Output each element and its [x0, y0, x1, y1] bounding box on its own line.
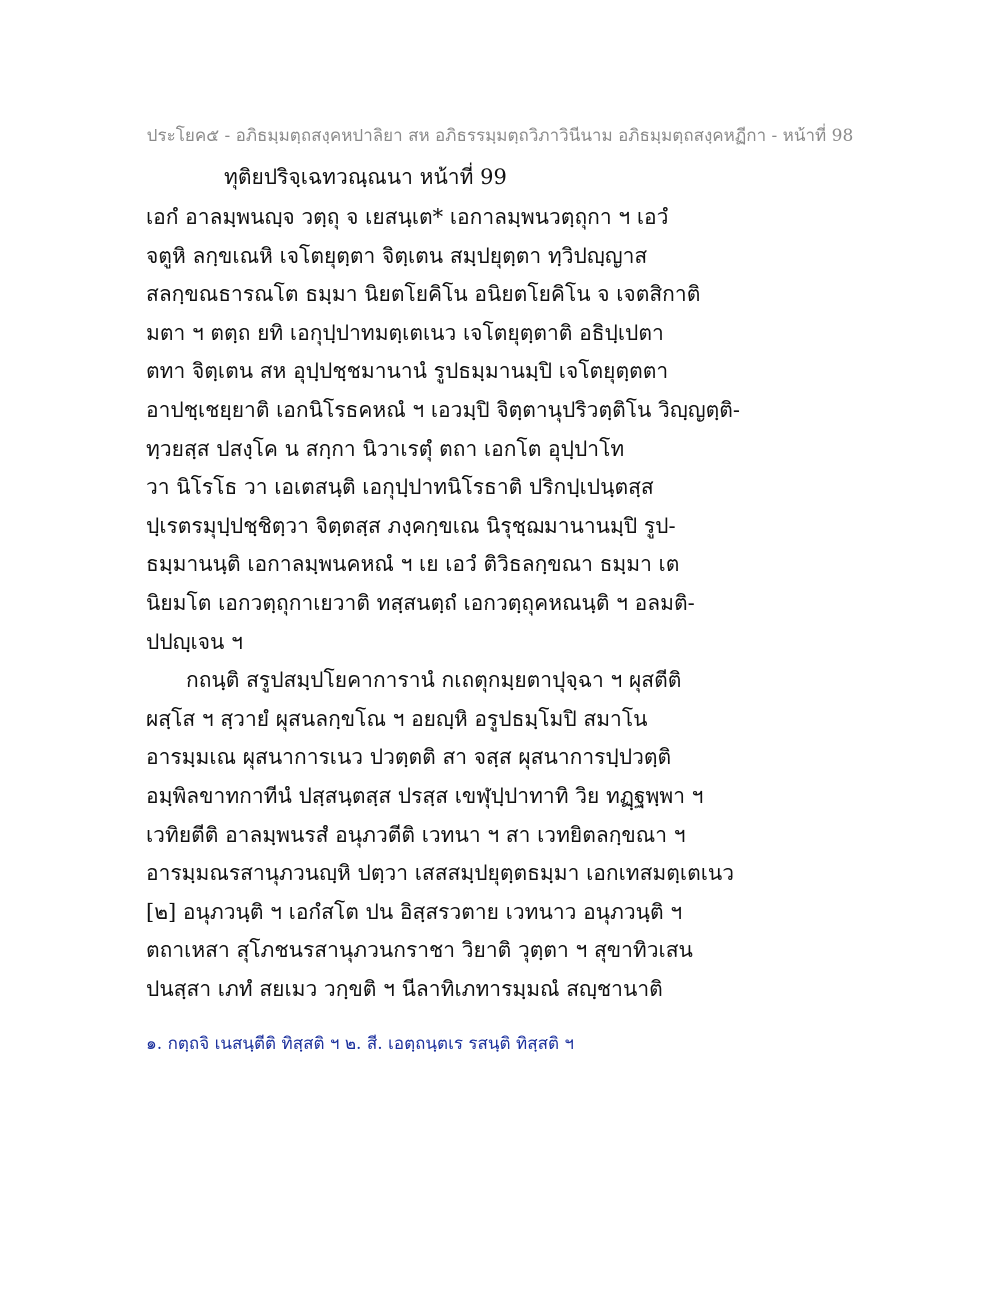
text-line: นิยมโต เอกวตฺถุกาเยวาติ ทสฺสนตฺถํ เอกวตฺถุคหณนฺติ ฯ อลมติ- — [146, 590, 695, 615]
text-line: สลกฺขณธารณโต ธมฺมา นิยตโยคิโน อนิยตโยคิโน จ เจตสิกาติ — [146, 282, 701, 307]
text-line: อารมฺมเณ ผุสนาการเนว ปวตฺตติ สา จสฺส ผุสนาการปฺปวตฺติ — [146, 745, 672, 770]
text-line: ปปญฺเจน ฯ — [146, 629, 243, 654]
footnote: ๑. กตฺถจิ เนสนฺตีติ ทิสฺสติ ฯ ๒. สี. เอตฺถนฺตเร รสนฺติ ทิสฺสติ ฯ — [146, 1034, 574, 1054]
section-title: ทุติยปริจฺเฉทวณฺณนา หน้าที่ 99 — [224, 165, 507, 189]
text-line: [๒] อนุภวนฺติ ฯ เอกํสโต ปน อิสฺสรวตาย เวทนาว อนุภวนฺติ ฯ — [146, 899, 683, 924]
text-line: มตา ฯ ตตฺถ ยทิ เอกุปฺปาทมตฺเตเนว เจโตยุตฺตาติ อธิปฺเปตา — [146, 320, 664, 345]
text-line: ปฺเรตรมุปฺปชฺชิตฺวา จิตฺตสฺส ภงฺคกฺขเณ นิรุชฺฌมานานมฺปิ รูป- — [146, 513, 676, 538]
text-line: ผสฺโส ฯ สฺวายํ ผุสนลกฺขโณ ฯ อยญฺหิ อรูปธมฺโมปิ สมาโน — [146, 706, 648, 731]
text-line: ทฺวยสฺส ปสงฺโค น สกฺกา นิวาเรตุํ ตถา เอกโต อุปฺปาโท — [146, 436, 625, 461]
text-line: ตถาเหสา สุโภชนรสานุภวนกราชา วิยาติ วุตฺตา ฯ สุขาทิวเสน — [146, 938, 693, 963]
text-line: ปนสฺสา เภทํ สยเมว วกฺขติ ฯ นีลาทิเภทารมฺมณํ สญฺชานาติ — [146, 976, 663, 1001]
text-line: อาปชฺเชยฺยาติ เอกนิโรธคหณํ ฯ เอวมฺปิ จิตฺตานุปริวตฺติโน วิญฺญตฺติ- — [146, 397, 740, 422]
text-line: วา นิโรโธ วา เอเตสนฺติ เอกุปฺปาทนิโรธาติ ปริกปฺเปนฺตสฺส — [146, 475, 654, 500]
text-line: เอกํ อาลมฺพนญฺจ วตฺถุ จ เยสนฺเต* เอกาลมฺพนวตฺถุกา ฯ เอวํ — [146, 205, 669, 229]
text-line: ธมฺมานนฺติ เอกาลมฺพนคหณํ ฯ เย เอวํ ติวิธลกฺขณา ธมฺมา เต — [146, 552, 680, 577]
text-line: อารมฺมณรสานุภวนญฺหิ ปตฺวา เสสสมฺปยุตฺตธมฺมา เอกเทสมตฺเตเนว — [146, 861, 735, 886]
text-line: ตทา จิตฺเตน สห อุปฺปชฺชมานานํ รูปธมฺมานมฺปิ เจโตยุตฺตตา — [146, 359, 669, 384]
running-header: ประโยค๕ - อภิธมฺมตฺถสงฺคหปาลิยา สห อภิธรรมฺมตฺถวิภาวินีนาม อภิธมฺมตฺถสงฺคหฏีกา - หน้าที่ 98 — [146, 126, 854, 146]
body-text — [146, 198, 866, 1008]
text-line: เวทิยตีติ อาลมฺพนรสํ อนุภวตีติ เวทนา ฯ สา เวทยิตลกฺขณา ฯ — [146, 822, 686, 847]
text-line: อมฺพิลขาทกาทีนํ ปสฺสนฺตสฺส ปรสฺส เขฬุปฺปาทาทิ วิย ทฏฺฐพฺพา ฯ — [146, 783, 704, 808]
text-line: จตูหิ ลกฺขเณหิ เจโตยุตฺตา จิตฺเตน สมฺปยุตฺตา ทฺวิปญฺญาส — [146, 243, 648, 268]
paragraph-first-line: กถนฺติ สรูปสมฺปโยคาการานํ กเถตุกมฺยตาปุจฺฉา ฯ ผุสตีติ — [186, 668, 682, 693]
